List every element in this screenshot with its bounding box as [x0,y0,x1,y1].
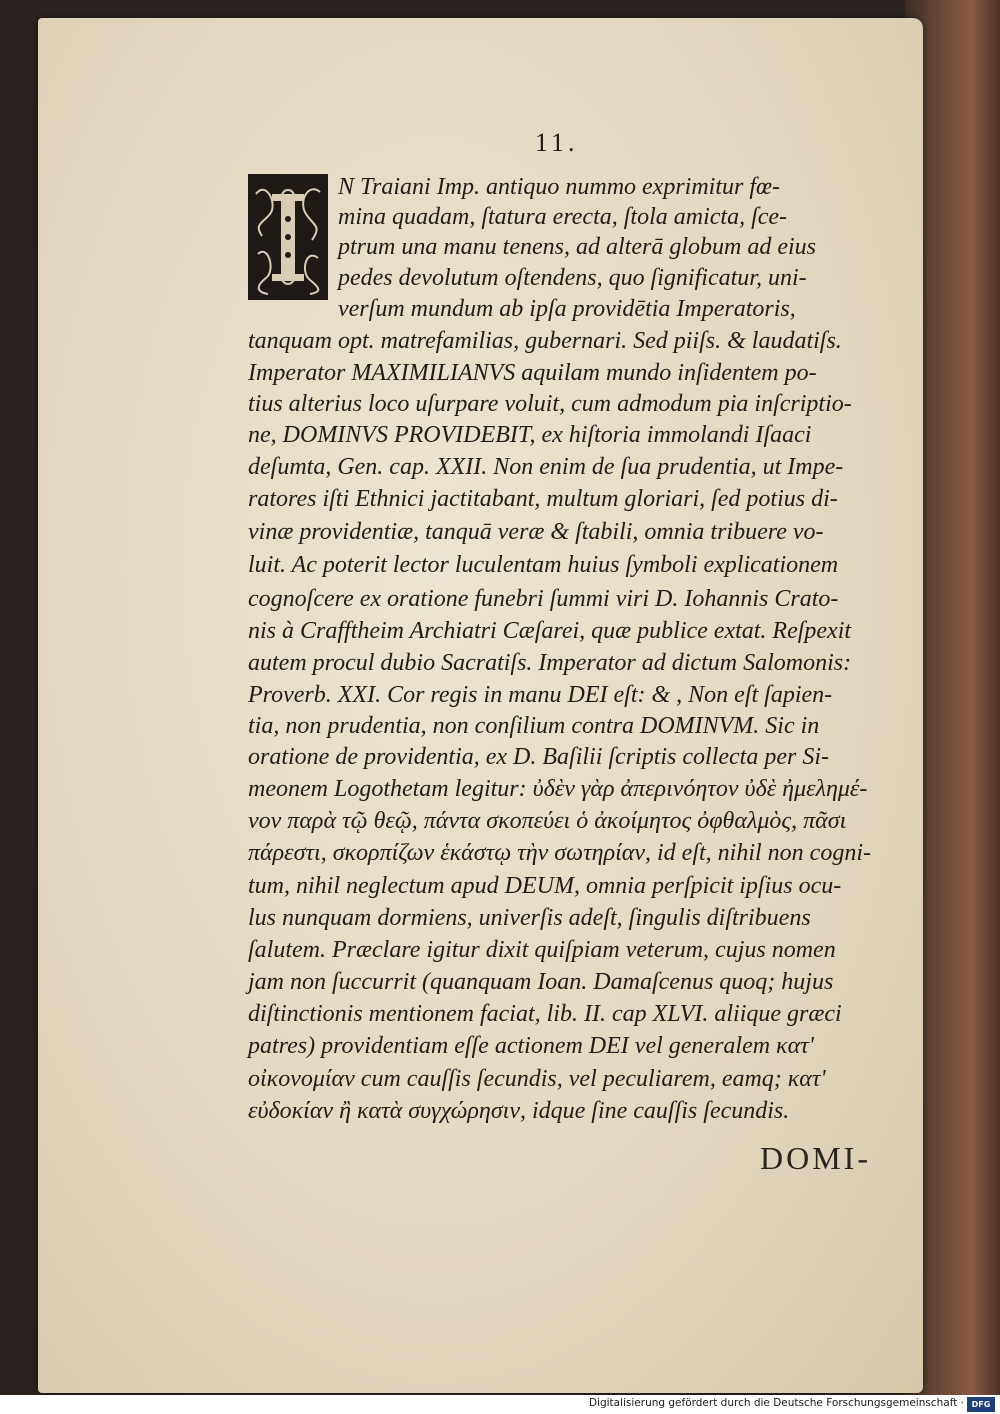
text-line: mina quadam, ſtatura erecta, ſtola amicta, ſce- [338,204,788,230]
text-line: pedes devolutum oſtendens, quo ſignificatur, uni- [338,265,807,291]
text-line: diſtinctionis mentionem faciat, lib. II. cap XLVI. aliique græci [248,1001,842,1027]
text-line: tia, non prudentia, non conſilium contra DOMINVM. Sic in [248,713,820,739]
footer-bar [0,1395,1000,1414]
text-line: luit. Ac poterit lector luculentam huius ſymboli explicationem [248,552,839,578]
text-line: Proverb. XXI. Cor regis in manu DEI eſt: & , Non eſt ſapien- [248,682,833,708]
text-line: deſumta, Gen. cap. XXII. Non enim de ſua prudentia, ut Impe- [248,454,844,480]
text-line: νον παρὰ τῷ θεῷ, πάντα σκοπεύει ὁ ἀκοίμητος ὀφθαλμὸς, πᾶσι [248,808,847,834]
dfg-logo: DFG [967,1397,995,1412]
text-line: tius alterius loco uſurpare voluit, cum admodum pia inſcriptio- [248,391,852,417]
text-line: tum, nihil neglectum apud DEUM, omnia perſpicit ipſius ocu- [248,873,842,899]
text-line: πάρεστι, σκορπίζων ἑκάστῳ τὴν σωτηρίαν, id eſt, nihil non cogni- [248,840,871,866]
catchword: DOMI- [760,1140,871,1176]
text-line: jam non ſuccurrit (quanquam Ioan. Damaſcenus quoq; hujus [248,969,834,995]
text-line: verſum mundum ab ipſa providētia Imperatoris, [338,296,796,322]
text-line: N Traiani Imp. antiquo nummo exprimitur fœ- [338,174,781,200]
text-line: patres) providentiam eſſe actionem DEI vel generalem κατ' [248,1033,814,1059]
text-line: ſalutem. Præclare igitur dixit quiſpiam veterum, cujus nomen [248,937,836,963]
text-line: oratione de providentia, ex D. Baſilii ſcriptis collecta per Si- [248,744,829,770]
text-line: lus nunquam dormiens, univerſis adeſt, ſingulis diſtribuens [248,905,811,931]
text-line: autem procul dubio Sacratiſs. Imperator ad dictum Salomonis: [248,650,852,676]
text-line: Imperator MAXIMILIANVS aquilam mundo inſidentem po- [248,360,817,386]
text-line: ptrum una manu tenens, ad alterā globum ad eius [338,234,816,260]
page-number: 11. [535,128,579,157]
text-line: cognoſcere ex oratione funebri ſummi viri D. Iohannis Crato- [248,586,839,612]
text-line: ratores iſti Ethnici jactitabant, multum gloriari, ſed potius di- [248,486,838,512]
text-line: εὐδοκίαν ἢ κατὰ συγχώρησιν, idque ſine cauſſis ſecundis. [248,1098,790,1124]
decorated-initial-i [248,174,328,300]
funding-credit: Digitalisierung gefördert durch die Deutsche Forschungsgemeinschaft · [588,1397,964,1409]
text-line: tanquam opt. matrefamilias, gubernari. Sed piiſs. & laudatiſs. [248,328,842,354]
text-line: οἰκονομίαν cum cauſſis ſecundis, vel peculiarem, eamq; κατ' [248,1066,826,1092]
text-line: vinæ providentiæ, tanquā veræ & ſtabili, omnia tribuere vo- [248,519,824,545]
text-line: meonem Logothetam legitur: ὐδὲν γὰρ ἀπερινόητον ὐδὲ ἠμελημέ- [248,776,868,802]
text-line: ne, DOMINVS PROVIDEBIT, ex hiſtoria immolandi Iſaaci [248,422,812,448]
text-line: nis à Crafftheim Archiatri Cæſarei, quæ publice extat. Reſpexit [248,618,852,644]
